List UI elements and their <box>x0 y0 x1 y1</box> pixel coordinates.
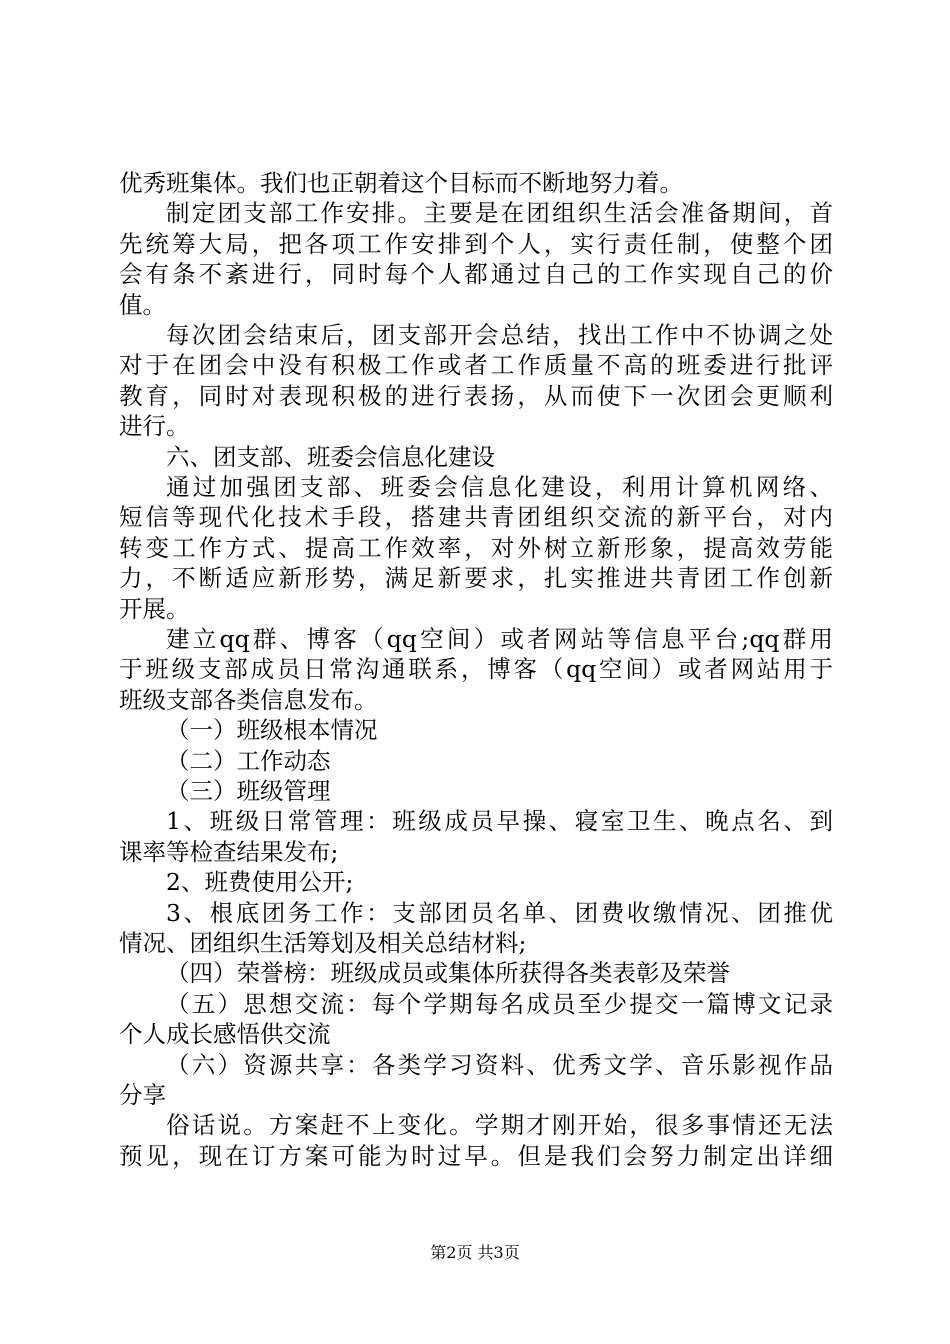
text-line: 优秀班集体。我们也正朝着这个目标而不断地努力着。 <box>119 169 683 197</box>
text-line: （六）资源共享：各类学习资料、优秀文学、音乐影视作品 <box>166 1050 833 1079</box>
text-line: 进行。 <box>119 412 190 441</box>
text-line: 1、班级日常管理：班级成员早操、寝室卫生、晚点名、到 <box>166 807 833 836</box>
text-line: 教育，同时对表现积极的进行表扬，从而使下一次团会更顺利 <box>119 381 833 410</box>
text-line: 六、团支部、班委会信息化建设 <box>166 442 495 471</box>
text-line: 2、班费使用公开; <box>166 868 354 897</box>
text-line: （二）工作动态 <box>166 746 331 775</box>
text-line: 会有条不紊进行，同时每个人都通过自己的工作实现自己的价 <box>119 260 833 289</box>
text-line: （四）荣誉榜：班级成员或集体所获得各类表彰及荣誉 <box>166 959 730 988</box>
text-line: 个人成长感悟供交流 <box>119 1020 331 1049</box>
text-line: （一）班级根本情况 <box>166 716 378 745</box>
text-line: 先统筹大局，把各项工作安排到个人，实行责任制，使整个团 <box>119 229 833 258</box>
page-footer: 第2页 共3页 <box>430 1243 520 1262</box>
text-line: （三）班级管理 <box>166 777 331 805</box>
text-line: 预见，现在订方案可能为时过早。但是我们会努力制定出详细 <box>119 1141 833 1170</box>
text-line: 分享 <box>119 1081 166 1109</box>
text-line: 俗话说。方案赶不上变化。学期才刚开始，很多事情还无法 <box>166 1111 833 1140</box>
text-line: 通过加强团支部、班委会信息化建设，利用计算机网络、 <box>166 473 833 501</box>
text-line: 短信等现代化技术手段，搭建共青团组织交流的新平台，对内 <box>119 503 833 532</box>
text-line: 情况、团组织生活筹划及相关总结材料; <box>119 929 527 957</box>
text-line: 每次团会结束后，团支部开会总结，找出工作中不协调之处 <box>166 321 833 349</box>
text-line: 转变工作方式、提高工作效率，对外树立新形象，提高效劳能 <box>119 533 833 562</box>
text-line: 值。 <box>119 290 166 319</box>
text-line: 力，不断适应新形势，满足新要求，扎实推进共青团工作创新 <box>119 564 833 593</box>
text-line: 于班级支部成员日常沟通联系，博客（qq空间）或者网站用于 <box>119 655 833 684</box>
text-line: 对于在团会中没有积极工作或者工作质量不高的班委进行批评 <box>119 351 833 380</box>
text-line: 制定团支部工作安排。主要是在团组织生活会准备期间，首 <box>166 199 833 228</box>
text-line: 3、根底团务工作：支部团员名单、团费收缴情况、团推优 <box>166 898 833 927</box>
text-line: 班级支部各类信息发布。 <box>119 685 378 714</box>
text-line: 建立qq群、博客（qq空间）或者网站等信息平台;qq群用 <box>166 625 833 653</box>
text-line: 课率等检查结果发布; <box>119 837 339 866</box>
text-line: （五）思想交流：每个学期每名成员至少提交一篇博文记录 <box>166 989 833 1018</box>
text-line: 开展。 <box>119 594 190 623</box>
